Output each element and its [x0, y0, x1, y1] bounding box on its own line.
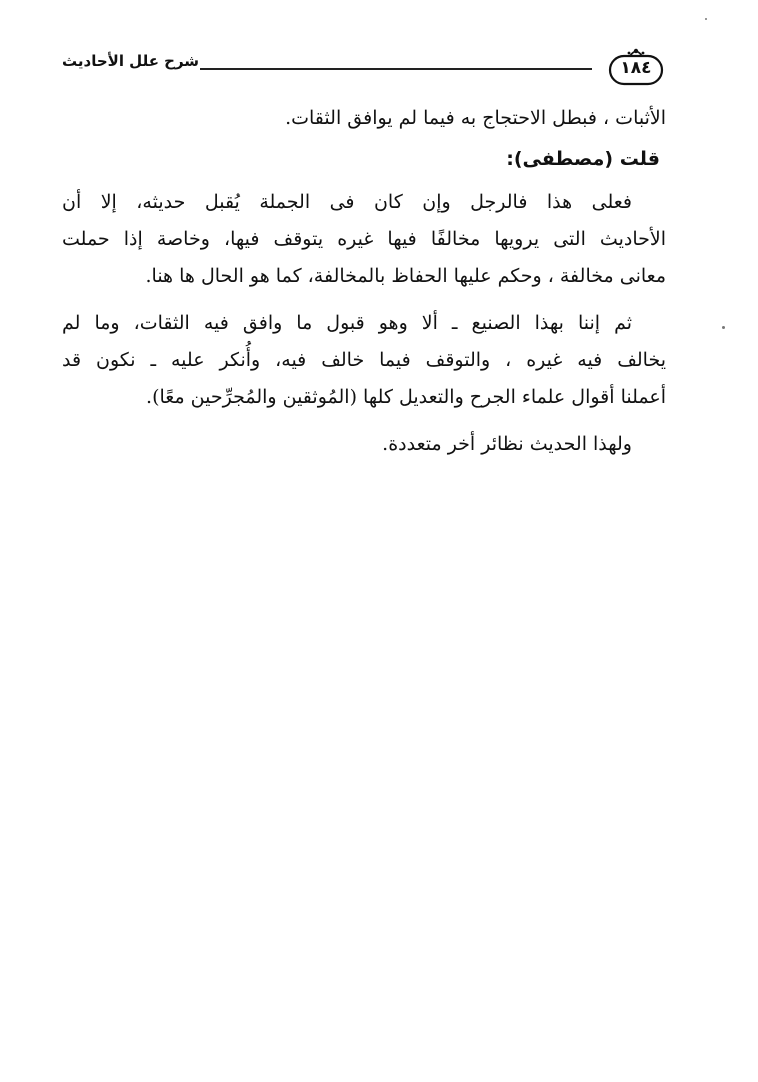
page-header — [60, 48, 670, 92]
paragraph-1-line-2: الأحاديث التى يرويها مخالفًا فيها غيره يتوقف فيها، وخاصة إذا حملت — [62, 228, 666, 250]
paragraph-2-line-2: يخالف فيه غيره ، والتوقف فيما خالف فيه، وأُنكر عليه ـ نكون قد — [62, 349, 666, 371]
page-body — [62, 100, 666, 463]
paragraph-2-line-1: ثم إننا بهذا الصنيع ـ ألا وهو قبول ما وافق فيه الثقات، وما لم — [62, 312, 632, 334]
paragraph-2 — [62, 305, 666, 416]
scan-speck — [705, 18, 707, 20]
scan-speck — [722, 326, 725, 329]
paragraph-1 — [62, 184, 666, 295]
page-number: ١٨٤ — [620, 58, 652, 78]
paragraph-1-line-1: فعلى هذا فالرجل وإن كان فى الجملة يُقبل حديثه، إلا أن — [62, 191, 632, 213]
intro-line: الأثبات ، فبطل الاحتجاج به فيما لم يوافق الثقات. — [285, 107, 666, 129]
section-heading: قلت (مصطفى): — [506, 148, 660, 170]
running-title: شرح علل الأحاديث — [62, 52, 200, 70]
page-number-badge — [605, 48, 667, 88]
paragraph-2-line-3: أعملنا أقوال علماء الجرح والتعديل كلها (المُوثقين والمُجرِّحين معًا). — [146, 386, 666, 408]
header-rule — [200, 68, 592, 70]
paragraph-1-line-3: معانى مخالفة ، وحكم عليها الحفاظ بالمخالفة، كما هو الحال ها هنا. — [145, 265, 666, 287]
closing-line: ولهذا الحديث نظائر أخر متعددة. — [382, 433, 632, 455]
